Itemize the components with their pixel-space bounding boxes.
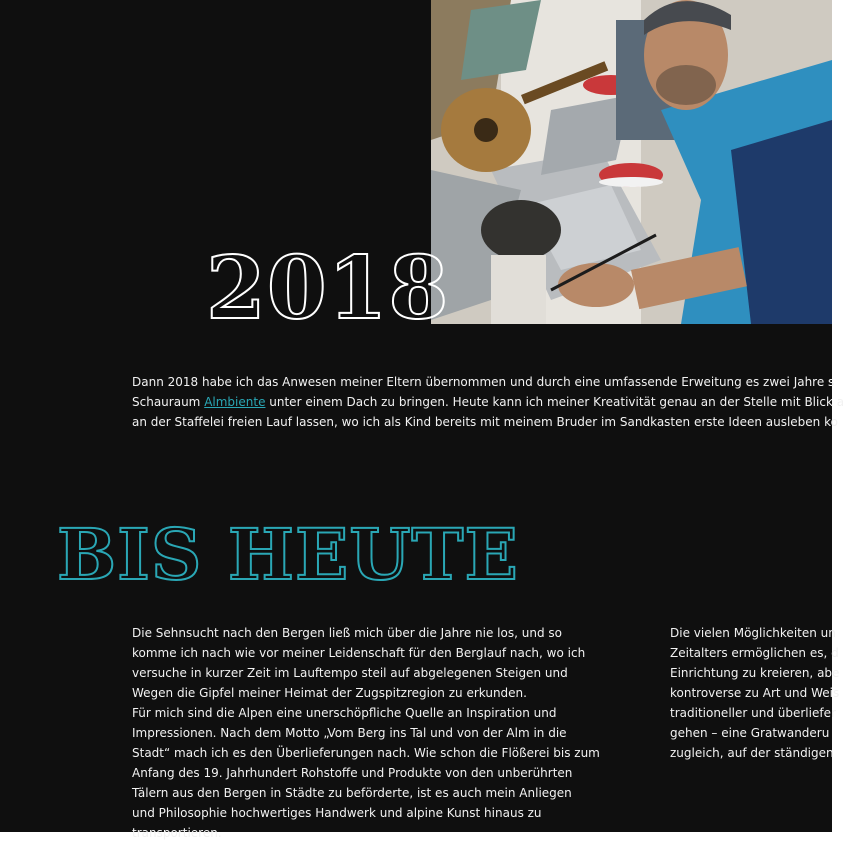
text-line: und Philosophie hochwertiges Handwerk und alpine Kunst hinaus zu <box>132 806 542 820</box>
text-line: traditioneller und überliefer <box>670 706 836 720</box>
almbiente-link[interactable]: Almbiente <box>204 395 266 409</box>
intro-line-with-link <box>132 392 844 412</box>
text-line: Tälern aus den Bergen in Städte zu beförderte, ist es auch mein Anliegen <box>132 786 572 800</box>
intro-line: Dann 2018 habe ich das Anwesen meiner Eltern übernommen und durch eine umfassende Erweitung es zwei Jahre s <box>132 375 835 389</box>
text-line: Stadt“ mach ich es den Überlieferungen nach. Wie schon die Flößerei bis zum <box>132 746 600 760</box>
intro-paragraph <box>132 372 844 432</box>
text-line: gehen – eine Gratwanderu <box>670 726 830 740</box>
text-line: komme ich nach wie vor meiner Leidenschaft für den Berglauf nach, wo ich <box>132 646 586 660</box>
intro-line-prefix: Schauraum <box>132 395 205 409</box>
intro-line-suffix: unter einem Dach zu bringen. Heute kann ich meiner Kreativität genau an der Stelle mit Blick a <box>265 395 844 409</box>
year-heading: 2018 <box>206 238 450 339</box>
text-line: Zeitalters ermöglichen es, d <box>670 646 839 660</box>
text-line: Wegen die Gipfel meiner Heimat der Zugspitzregion zu erkunden. <box>132 686 527 700</box>
text-line: versuche in kurzer Zeit im Lauftempo steil auf abgelegenen Steigen und <box>132 666 568 680</box>
text-line: kontroverse zu Art und Weis <box>670 686 840 700</box>
text-line: transportieren. <box>132 826 222 840</box>
text-line: zugleich, auf der ständigen <box>670 746 834 760</box>
text-line: Einrichtung zu kreieren, abe <box>670 666 840 680</box>
text-line: Die vielen Möglichkeiten un <box>670 626 836 640</box>
text-line: Impressionen. Nach dem Motto „Vom Berg ins Tal und von der Alm in die <box>132 726 567 740</box>
text-column-right <box>670 623 840 763</box>
bis-heute-heading: BIS HEUTE <box>57 513 519 596</box>
text-column-left <box>132 623 602 843</box>
text-line: Für mich sind die Alpen eine unerschöpfliche Quelle an Inspiration und <box>132 706 557 720</box>
artist-photo <box>431 0 832 324</box>
text-line: Anfang des 19. Jahrhundert Rohstoffe und Produkte von den unberührten <box>132 766 573 780</box>
text-line: Die Sehnsucht nach den Bergen ließ mich über die Jahre nie los, und so <box>132 626 562 640</box>
intro-line: an der Staffelei freien Lauf lassen, wo ich als Kind bereits mit meinem Bruder im Sandkasten erste Ideen ausleben ko <box>132 415 838 429</box>
